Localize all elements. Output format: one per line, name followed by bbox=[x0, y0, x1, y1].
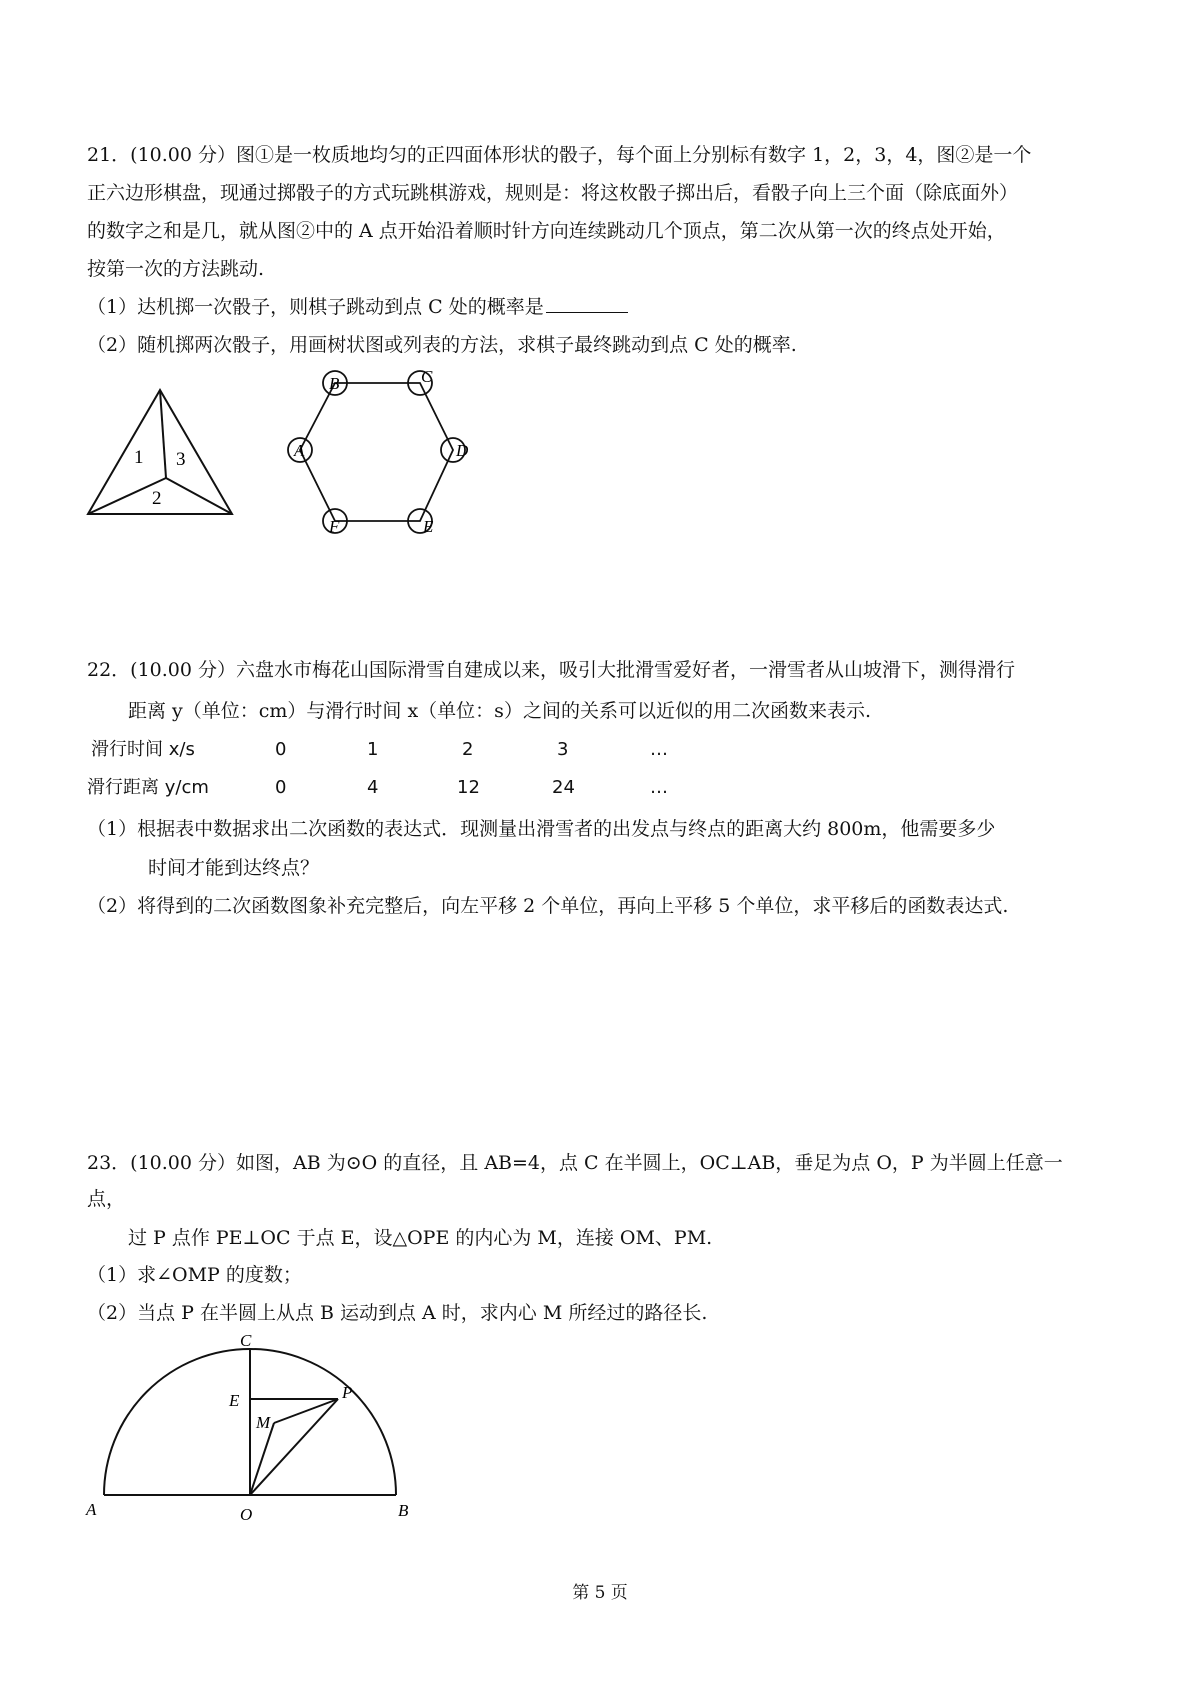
point-label-p: P bbox=[342, 1383, 353, 1402]
table-cell: 4 bbox=[367, 777, 379, 798]
q23-part-2: （2）当点 P 在半圆上从点 B 运动到点 A 时，求内心 M 所经过的路径长. bbox=[87, 1302, 708, 1324]
table-cell: 滑行距离 y/cm bbox=[87, 777, 209, 798]
vertex-label-c: C bbox=[421, 367, 433, 386]
face-label-2: 2 bbox=[152, 488, 162, 509]
table-row-distance bbox=[87, 776, 687, 800]
tetrahedron-edge bbox=[160, 390, 166, 478]
table-cell: … bbox=[650, 739, 668, 760]
point-label-b: B bbox=[398, 1501, 409, 1520]
segment-pm bbox=[274, 1399, 338, 1423]
segment-om bbox=[250, 1423, 274, 1495]
q23-line-1: 23．(10.00 分）如图，AB 为⊙O 的直径，且 AB=4，点 C 在半圆上，OC⊥AB，垂足为点 O，P 为半圆上任意一 bbox=[87, 1152, 1063, 1174]
point-label-m: M bbox=[256, 1413, 271, 1432]
table-cell: 1 bbox=[367, 739, 379, 760]
tetrahedron-die-figure bbox=[80, 385, 240, 520]
q22-part-1: （1）根据表中数据求出二次函数的表达式．现测量出滑雪者的出发点与终点的距离大约 800m，他需要多少 bbox=[87, 818, 996, 840]
point-label-c: C bbox=[240, 1331, 252, 1350]
semicircle-figure bbox=[80, 1330, 420, 1535]
q21-part-1-text: （1）达机掷一次骰子，则棋子跳动到点 C 处的概率是 bbox=[87, 296, 544, 318]
answer-blank bbox=[546, 294, 628, 313]
q22-part-2: （2）将得到的二次函数图象补充完整后，向左平移 2 个单位，再向上平移 5 个单位，求平移后的函数表达式. bbox=[87, 895, 1009, 917]
table-cell: 24 bbox=[552, 777, 575, 798]
point-label-a: A bbox=[86, 1500, 97, 1519]
q23-part-1: （1）求∠OMP 的度数； bbox=[87, 1264, 302, 1286]
vertex-label-b: B bbox=[329, 374, 340, 393]
table-cell: 0 bbox=[275, 739, 287, 760]
table-cell: 12 bbox=[457, 777, 480, 798]
page-number: 第 5 页 bbox=[572, 1583, 628, 1603]
table-cell: 3 bbox=[557, 739, 569, 760]
face-label-1: 1 bbox=[134, 447, 144, 468]
hexagon-outline bbox=[300, 383, 453, 521]
q22-line-1: 22．(10.00 分）六盘水市梅花山国际滑雪自建成以来，吸引大批滑雪爱好者，一滑雪者从山坡滑下，测得滑行 bbox=[87, 659, 1016, 681]
q23-line-2: 点， bbox=[87, 1188, 126, 1210]
q22-line-2: 距离 y（单位：cm）与滑行时间 x（单位：s）之间的关系可以近似的用二次函数来表示. bbox=[128, 700, 871, 722]
point-label-e: E bbox=[229, 1391, 240, 1410]
q21-line-4: 按第一次的方法跳动. bbox=[87, 258, 265, 280]
q21-line-1: 21．(10.00 分）图①是一枚质地均匀的正四面体形状的骰子，每个面上分别标有数字 1，2，3，4，图②是一个 bbox=[87, 144, 1032, 166]
table-row-time bbox=[87, 738, 687, 762]
point-label-o: O bbox=[240, 1505, 253, 1524]
vertex-label-e: E bbox=[423, 517, 434, 536]
face-label-3: 3 bbox=[176, 449, 186, 470]
vertex-label-a: A bbox=[294, 441, 305, 460]
vertex-label-f: F bbox=[329, 517, 340, 536]
q21-line-3: 的数字之和是几，就从图②中的 A 点开始沿着顺时针方向连续跳动几个顶点，第二次从第一次的终点处开始， bbox=[87, 220, 1006, 242]
table-cell: … bbox=[650, 777, 668, 798]
q21-part-1 bbox=[87, 294, 628, 320]
hexagon-board-figure bbox=[280, 365, 480, 540]
q23-line-3: 过 P 点作 PE⊥OC 于点 E，设△OPE 的内心为 M，连接 OM、PM. bbox=[128, 1227, 713, 1249]
table-cell: 滑行时间 x/s bbox=[91, 739, 195, 760]
q21-part-2: （2）随机掷两次骰子，用画树状图或列表的方法，求棋子最终跳动到点 C 处的概率. bbox=[87, 334, 797, 356]
q21-line-2: 正六边形棋盘，现通过掷骰子的方式玩跳棋游戏，规则是：将这枚骰子掷出后，看骰子向上三个面（除底面外） bbox=[87, 182, 1019, 204]
vertex-label-d: D bbox=[456, 441, 469, 460]
q22-part-1-cont: 时间才能到达终点？ bbox=[148, 857, 320, 879]
table-cell: 2 bbox=[462, 739, 474, 760]
table-cell: 0 bbox=[275, 777, 287, 798]
